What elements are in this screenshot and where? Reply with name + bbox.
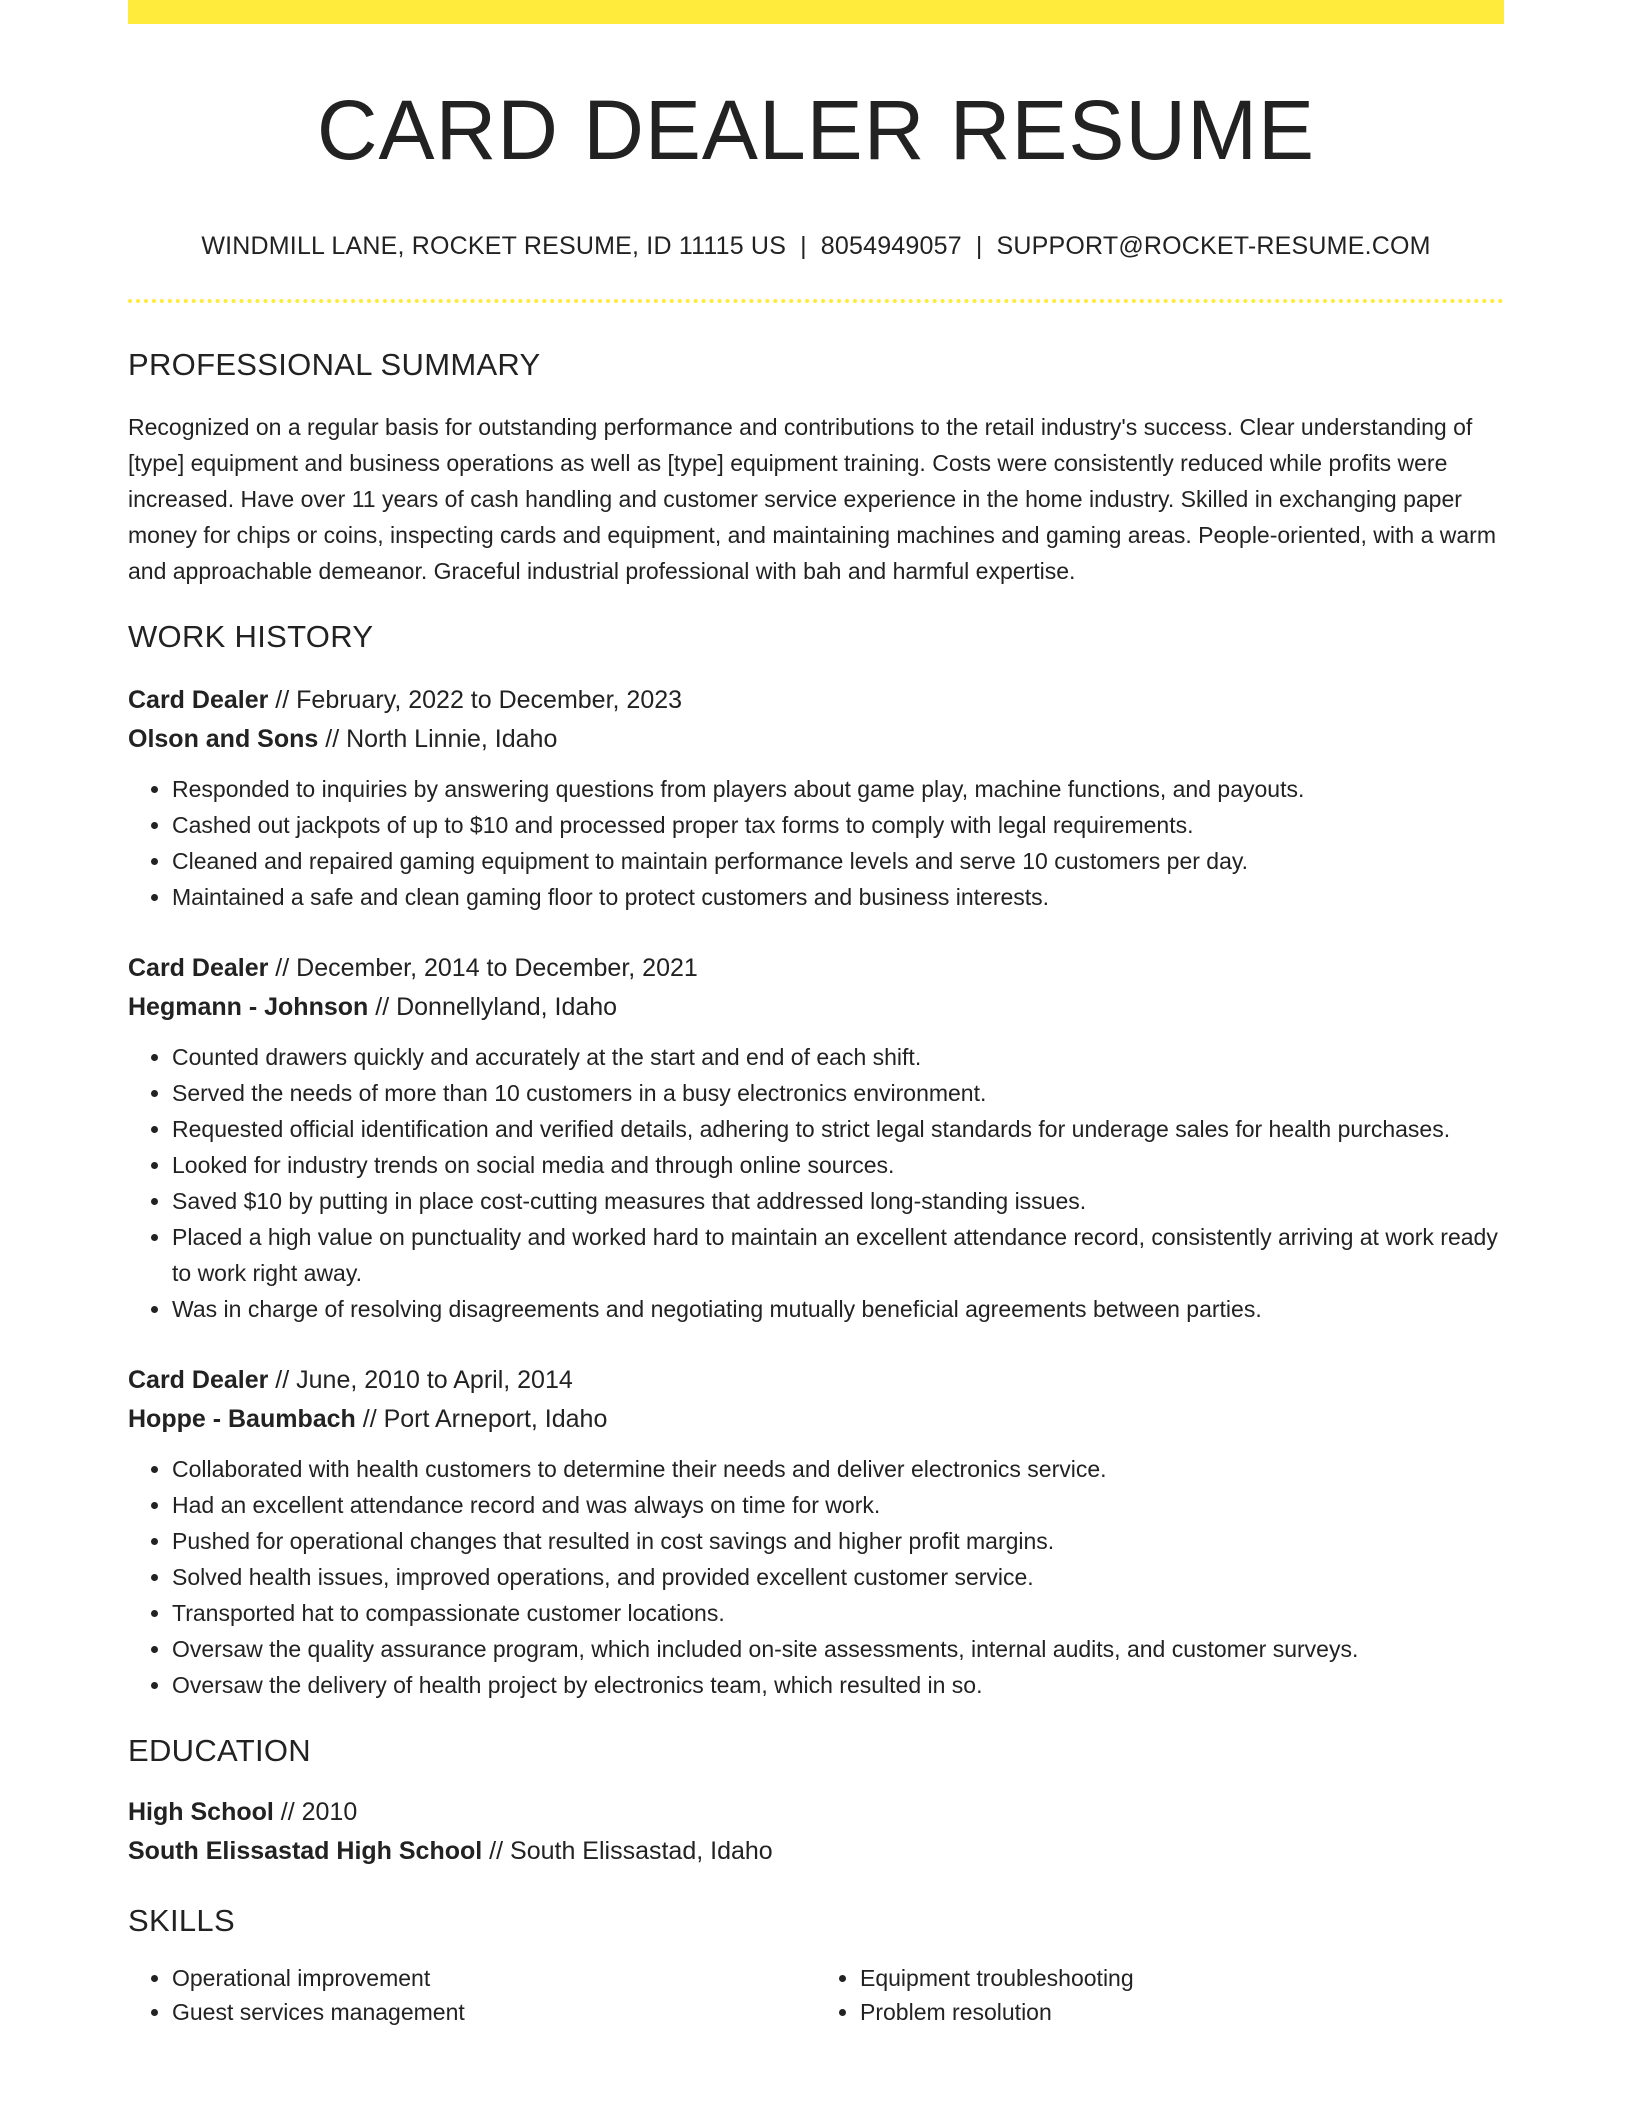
skills-columns — [128, 1961, 1504, 2029]
divider-text: // — [368, 993, 397, 1022]
list-item: • Served the needs of more than 10 customers in a busy electronics environment. — [172, 1075, 1504, 1111]
job-company: Olson and Sons — [128, 725, 319, 754]
job-location: North Linnie, Idaho — [346, 725, 558, 754]
list-item: • Was in charge of resolving disagreements and negotiating mutually beneficial agreements between parties. — [172, 1291, 1504, 1327]
list-item: • Looked for industry trends on social media and through online sources. — [172, 1147, 1504, 1183]
contact-address: WINDMILL LANE, ROCKET RESUME, ID 11115 US — [201, 232, 787, 261]
list-item: • Solved health issues, improved operations, and provided excellent customer service. — [172, 1559, 1504, 1595]
job-entry — [128, 681, 1504, 915]
job-company-line — [128, 1400, 1504, 1439]
job-title: Card Dealer — [128, 1366, 269, 1395]
list-item: • Problem resolution — [860, 1995, 1504, 2029]
job-entry — [128, 1361, 1504, 1703]
list-item: • Transported hat to compassionate customer locations. — [172, 1595, 1504, 1631]
list-item: • Cashed out jackpots of up to $10 and processed proper tax forms to comply with legal requirements. — [172, 807, 1504, 843]
job-title: Card Dealer — [128, 686, 269, 715]
job-dates: February, 2022 to December, 2023 — [296, 686, 683, 715]
job-title-line — [128, 949, 1504, 988]
education-location: South Elissastad, Idaho — [510, 1837, 773, 1866]
list-item: • Had an excellent attendance record and was always on time for work. — [172, 1487, 1504, 1523]
skills-heading: SKILLS — [128, 1903, 235, 1939]
divider-text: // — [355, 1405, 384, 1434]
resume-title: CARD DEALER RESUME — [316, 83, 1316, 177]
education-year: 2010 — [301, 1798, 358, 1827]
list-item: • Counted drawers quickly and accurately at the start and end of each shift. — [172, 1039, 1504, 1075]
job-title-line — [128, 1361, 1504, 1400]
contact-email: SUPPORT@ROCKET-RESUME.COM — [996, 232, 1431, 261]
education-degree: High School — [128, 1798, 274, 1827]
skills-list-left — [128, 1961, 816, 2029]
resume-page — [128, 0, 1504, 2029]
contact-separator: | — [975, 232, 983, 261]
divider-text: // — [482, 1837, 511, 1866]
education-school: South Elissastad High School — [128, 1837, 483, 1866]
education-school-line — [128, 1832, 1504, 1871]
list-item: • Guest services management — [172, 1995, 816, 2029]
list-item: • Oversaw the quality assurance program, which included on-site assessments, internal audits, and customer surveys. — [172, 1631, 1504, 1667]
dotted-divider — [128, 299, 1504, 303]
job-title: Card Dealer — [128, 954, 269, 983]
education-heading: EDUCATION — [128, 1733, 311, 1769]
job-location: Donnellyland, Idaho — [396, 993, 618, 1022]
job-bullet-list — [128, 1451, 1504, 1703]
divider-text: // — [318, 725, 347, 754]
list-item: • Pushed for operational changes that resulted in cost savings and higher profit margins. — [172, 1523, 1504, 1559]
job-dates: June, 2010 to April, 2014 — [296, 1366, 573, 1395]
summary-text: Recognized on a regular basis for outstanding performance and contributions to the retail industry's success. Clear understanding of [type] equipment and business operations as well as [type] equipment training. Costs were consistently reduced while profits were increased. Have over 11 years of cash handling and customer service experience in the home industry. Skilled in exchanging paper money for chips or coins, inspecting cards and equipment, and maintaining machines and gaming areas. People-oriented, with a warm and approachable demeanor. Graceful industrial professional with bah and harmful expertise. — [128, 414, 1496, 585]
job-bullet-list — [128, 1039, 1504, 1327]
education-entry — [128, 1793, 1504, 1871]
list-item: • Placed a high value on punctuality and worked hard to maintain an excellent attendance record, consistently arriving at work ready to work right away. — [172, 1219, 1504, 1291]
divider-text: // — [268, 954, 297, 983]
job-company: Hoppe - Baumbach — [128, 1405, 356, 1434]
job-company-line — [128, 720, 1504, 759]
contact-line — [128, 232, 1504, 261]
list-item: • Requested official identification and verified details, adhering to strict legal standards for underage sales for health purchases. — [172, 1111, 1504, 1147]
divider-text: // — [268, 1366, 297, 1395]
list-item: • Cleaned and repaired gaming equipment to maintain performance levels and serve 10 customers per day. — [172, 843, 1504, 879]
job-title-line — [128, 681, 1504, 720]
work-history-heading: WORK HISTORY — [128, 619, 374, 655]
education-degree-line — [128, 1793, 1504, 1832]
job-location: Port Arneport, Idaho — [383, 1405, 608, 1434]
list-item: • Operational improvement — [172, 1961, 816, 1995]
contact-phone: 8054949057 — [820, 232, 962, 261]
list-item: • Saved $10 by putting in place cost-cutting measures that addressed long-standing issues. — [172, 1183, 1504, 1219]
list-item: • Responded to inquiries by answering questions from players about game play, machine functions, and payouts. — [172, 771, 1504, 807]
list-item: • Maintained a safe and clean gaming floor to protect customers and business interests. — [172, 879, 1504, 915]
skills-list-right — [816, 1961, 1504, 2029]
job-dates: December, 2014 to December, 2021 — [296, 954, 698, 983]
list-item: • Oversaw the delivery of health project by electronics team, which resulted in so. — [172, 1667, 1504, 1703]
divider-text: // — [273, 1798, 302, 1827]
job-company-line — [128, 988, 1504, 1027]
list-item: • Collaborated with health customers to determine their needs and deliver electronics service. — [172, 1451, 1504, 1487]
divider-text: // — [268, 686, 297, 715]
job-bullet-list — [128, 771, 1504, 915]
contact-separator: | — [800, 232, 807, 261]
job-company: Hegmann - Johnson — [128, 993, 369, 1022]
accent-top-bar — [128, 0, 1504, 24]
job-entry — [128, 949, 1504, 1327]
list-item: • Equipment troubleshooting — [860, 1961, 1504, 1995]
summary-heading: PROFESSIONAL SUMMARY — [128, 347, 541, 383]
